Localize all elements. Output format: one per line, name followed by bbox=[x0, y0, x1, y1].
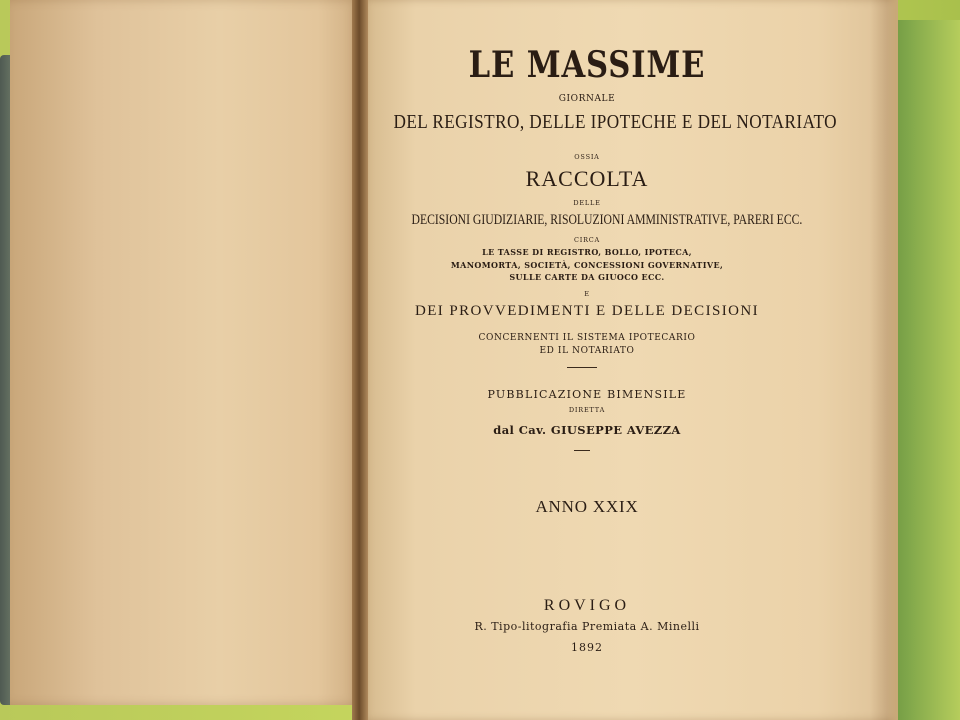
pubblicazione-line: PUBBLICAZIONE BIMENSILE bbox=[487, 388, 687, 401]
subtitle: DEL REGISTRO, DELLE IPOTECHE E DEL NOTARIATO bbox=[393, 111, 838, 133]
anno-line: ANNO XXIX bbox=[535, 497, 639, 516]
diretta-label: DIRETTA bbox=[568, 406, 606, 414]
year-line: 1892 bbox=[571, 641, 603, 654]
tasse-line-2: MANOMORTA, SOCIETÀ, CONCESSIONI GOVERNATIVE, bbox=[450, 260, 724, 270]
page-edge bbox=[870, 0, 898, 720]
giornale-label: GIORNALE bbox=[558, 94, 616, 104]
delle-label: DELLE bbox=[573, 199, 601, 207]
tasse-line-1: LE TASSE DI REGISTRO, BOLLO, IPOTECA, bbox=[482, 247, 692, 257]
printer-line: R. Tipo-litografia Premiata A. Minelli bbox=[474, 620, 700, 633]
ossia-label: OSSIA bbox=[574, 153, 600, 161]
city-line: ROVIGO bbox=[543, 597, 631, 614]
raccolta-heading: RACCOLTA bbox=[525, 166, 649, 191]
divider-rule-1 bbox=[567, 367, 597, 368]
divider-rule-2 bbox=[574, 450, 590, 451]
left-blank-page bbox=[10, 0, 360, 705]
concernenti-line-1: CONCERNENTI IL SISTEMA IPOTECARIO bbox=[478, 333, 696, 343]
e-label: E bbox=[584, 290, 590, 298]
book-title: LE MASSIME bbox=[468, 44, 706, 86]
circa-label: CIRCA bbox=[573, 236, 601, 244]
tasse-line-3: SULLE CARTE DA GIUOCO ECC. bbox=[509, 272, 665, 282]
decisioni-line: DECISIONI GIUDIZIARIE, RISOLUZIONI AMMINISTRATIVE, PARERI ECC. bbox=[411, 212, 803, 228]
editor-line: dal Cav. GIUSEPPE AVEZZA bbox=[493, 423, 681, 437]
provvedimenti-line: DEI PROVVEDIMENTI E DELLE DECISIONI bbox=[415, 303, 759, 319]
concernenti-line-2: ED IL NOTARIATO bbox=[539, 346, 635, 356]
